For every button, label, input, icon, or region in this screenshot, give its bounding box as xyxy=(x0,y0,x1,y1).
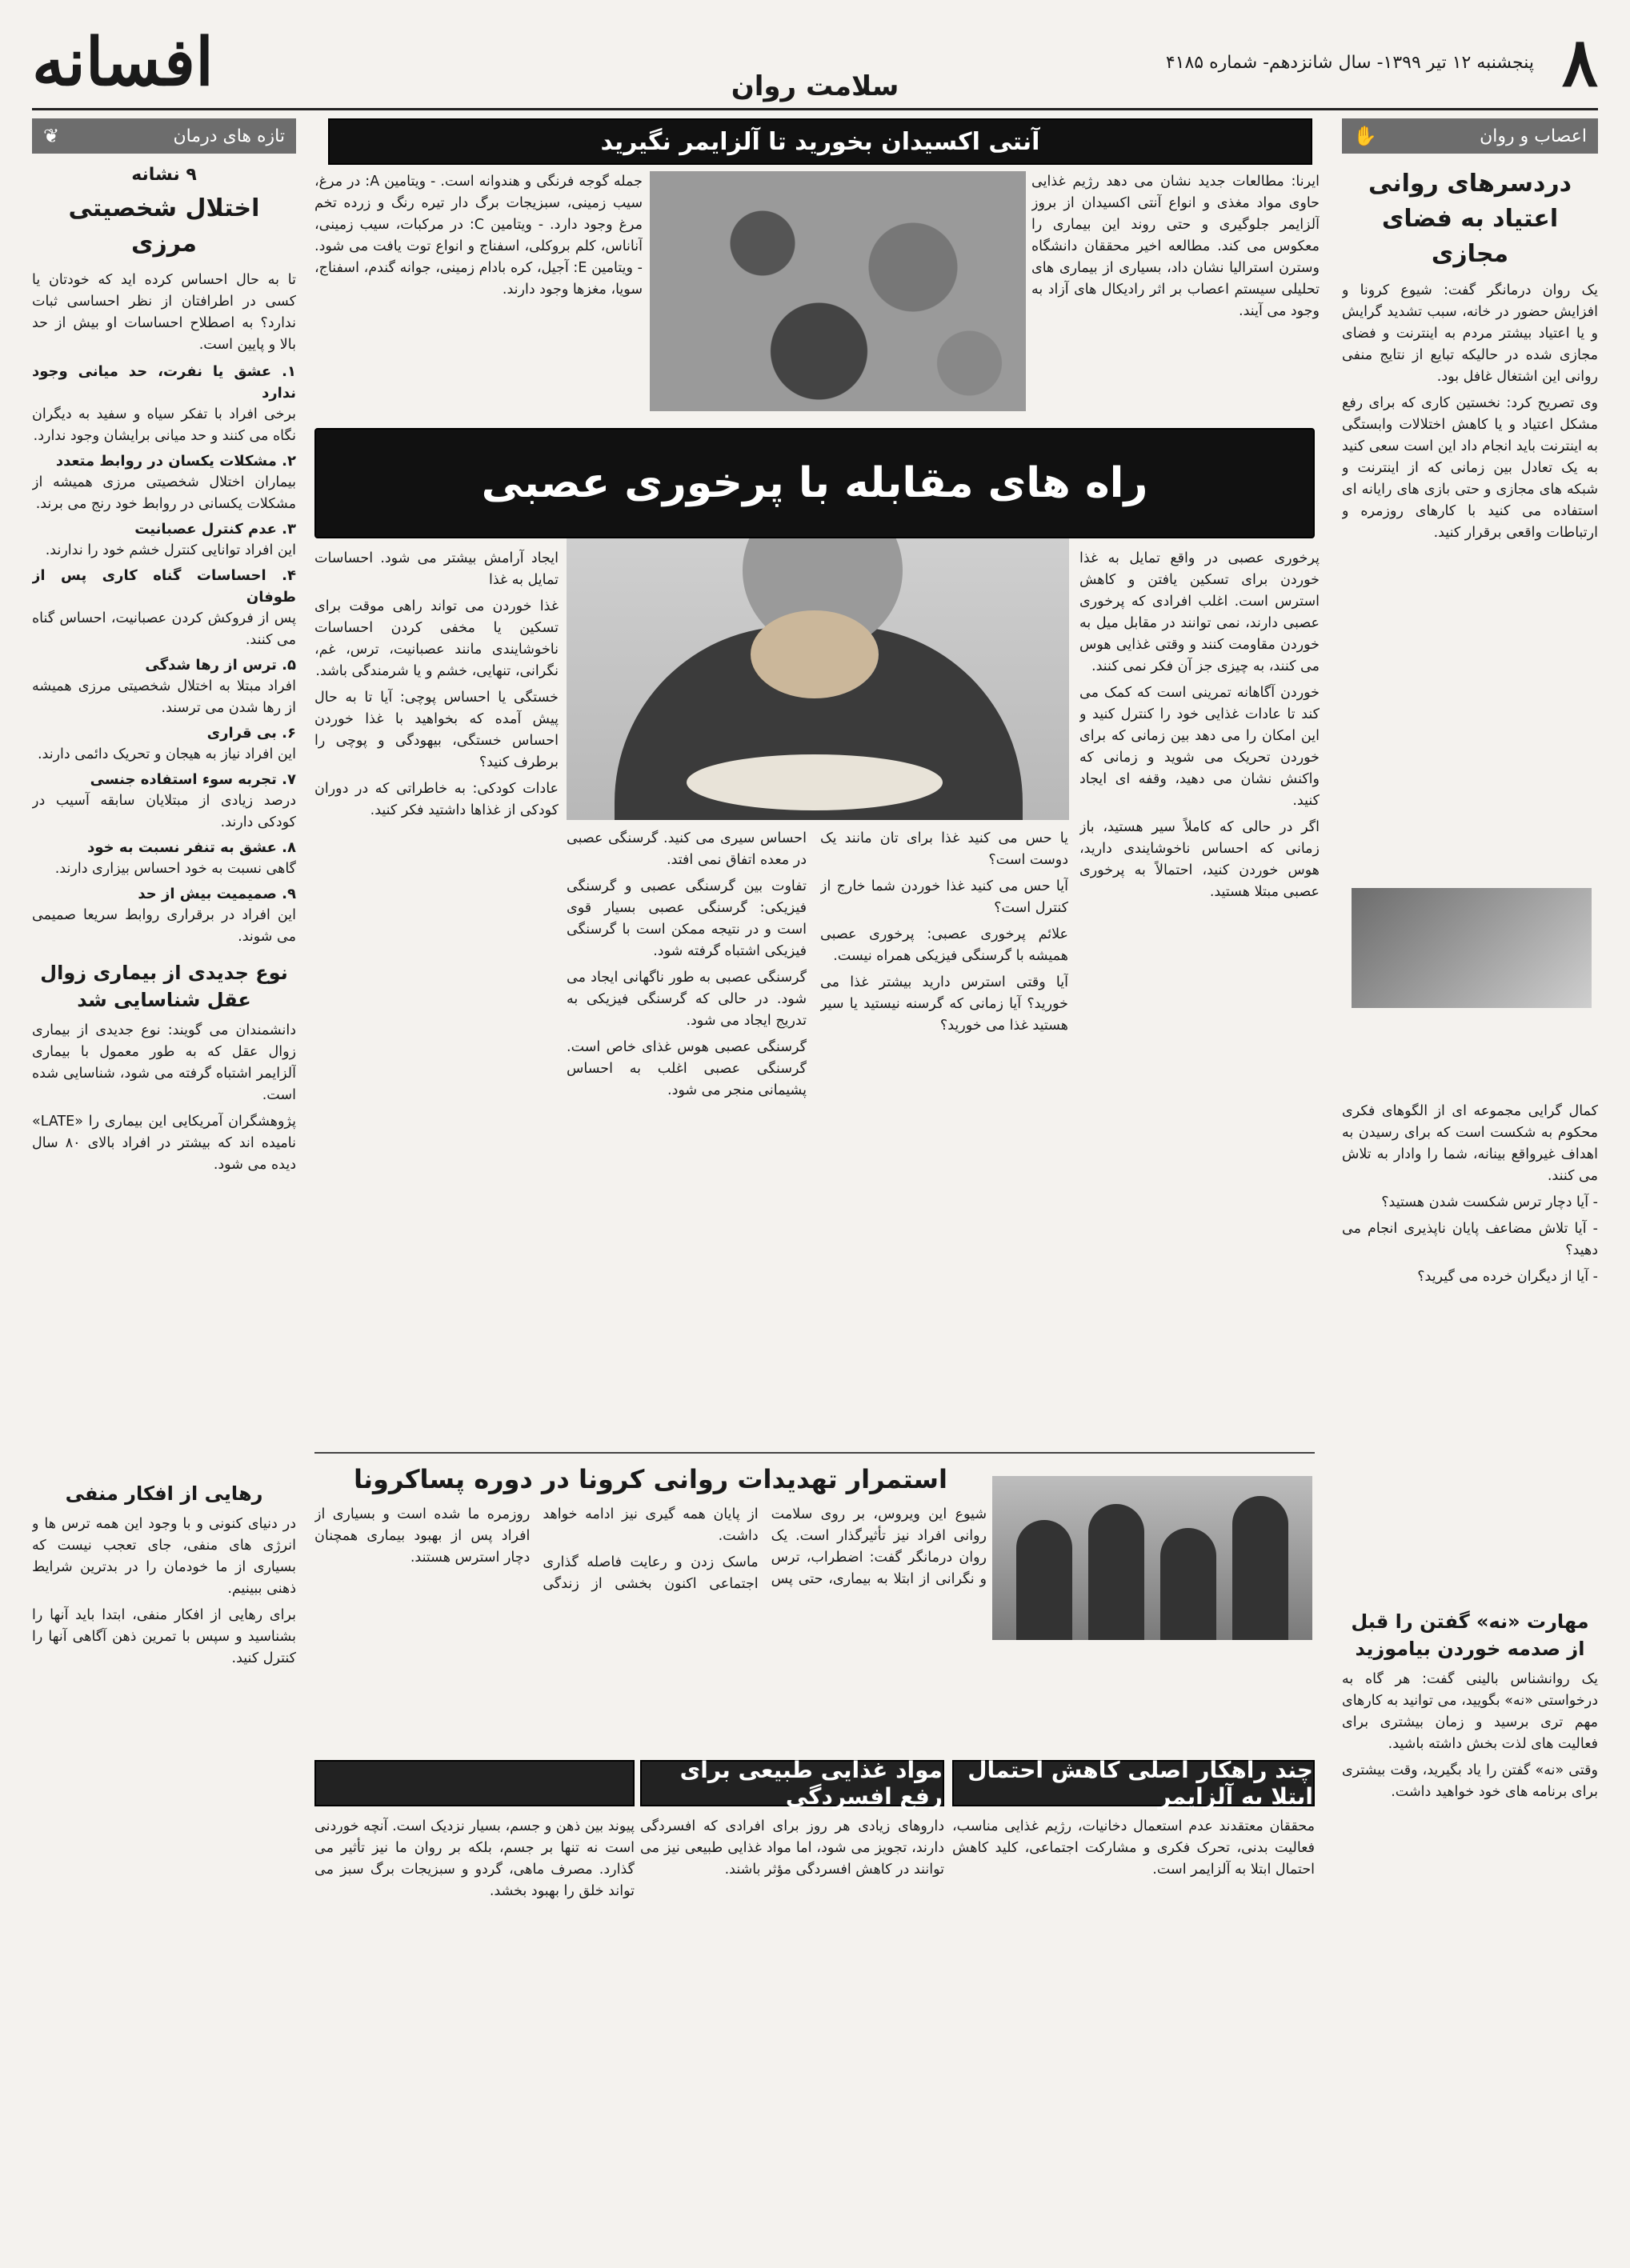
article-title: رهایی از افکار منفی xyxy=(65,1482,263,1505)
masked-people-photo xyxy=(992,1476,1312,1640)
article-paragraph: پرخوری عصبی در واقع تمایل به غذا خوردن برای تسکین یافتن و کاهش استرس است. اغلب افرادی که پرخوری عصبی دارند، نمی توانند در مقابل میل به خوردن مقاومت کنند و وقتی غذایی هوس می کنند، به چیزی جز آن فکر نمی کنند. xyxy=(1079,550,1320,674)
article-paragraph: پژوهشگران آمریکایی این بیماری را «LATE» نامیده اند که بیشتر در افراد بالای ۸۰ سال دیده می شود. xyxy=(32,1114,296,1173)
article-paragraph: ماسک زدن و رعایت فاصله گذاری اجتماعی اکنون بخشی از زندگی روزمره ما شده است و بسیاری از افراد پس از بهبود بیماری همچنان دچار استرس هستند. xyxy=(314,1506,759,1592)
article-title: دردسرهای روانی اعتیاد به فضای مجازی xyxy=(1368,170,1572,268)
article-paragraph: ایجاد آرامش بیشتر می شود. احساسات تمایل به غذا xyxy=(314,550,559,588)
article-paragraph: علائم پرخوری عصبی: پرخوری عصبی همیشه با گرسنگی فیزیکی همراه نیست. xyxy=(820,926,1068,964)
hand-photo xyxy=(1352,888,1592,1008)
man-eating-photo xyxy=(567,538,1069,820)
article-paragraph: شیوع این ویروس، بر روی سلامت روانی افراد نیز تأثیرگذار است. یک روان درمانگر گفت: اضطراب، ترس و نگرانی از ابتلا به بیماری، حتی پس از پایان همه گیری نیز ادامه خواهد داشت. xyxy=(543,1506,987,1587)
article-paragraph: وقتی «نه» گفتن را یاد بگیرید، وقت بیشتری برای برنامه های خود خواهید داشت. xyxy=(1342,1762,1598,1800)
article-title: نوع جدیدی از بیماری زوال عقل شناسایی شد xyxy=(40,962,288,1011)
section-label-left-text: تازه های درمان xyxy=(173,126,285,146)
list-item: ۷. تجربه سوء استفاده جنسی درصد زیادی از مبتلایان سابقه آسیب در کودکی دارند. xyxy=(32,771,296,830)
section-label-left xyxy=(32,118,296,154)
section-title: سلامت روان xyxy=(731,70,899,102)
article-paragraph: یا حس می کنید غذا برای تان مانند یک دوست است؟ xyxy=(820,830,1068,868)
list-item: ۵. ترس از رها شدگی افراد مبتلا به اختلال شخصیتی مرزی همیشه از رها شدن می ترسند. xyxy=(32,657,296,716)
article-title: اختلال شخصیتی مرزی xyxy=(68,194,260,258)
list-item: ۹. صمیمیت بیش از حد این افراد در برقراری روابط سریعا صمیمی می شوند. xyxy=(32,886,296,945)
left-column xyxy=(32,160,296,2216)
date-line: پنجشنبه ۱۲ تیر ۱۳۹۹- سال شانزدهم- شماره ۴۱۸۵ xyxy=(1165,53,1534,73)
article-paragraph: غذا خوردن می تواند راهی موقت برای تسکین یا مخفی کردن احساسات ناخوشایندی مانند عصبانیت، ترس، غم، نگرانی، تنهایی، خشم و یا شرمندگی باشد. xyxy=(314,598,559,679)
article-paragraph: یک روان درمانگر گفت: شیوع کرونا و افزایش حضور در خانه، سبب تشدید گرایش و یا اعتیاد بیشتر مردم به اینترنت و فضای مجازی شده در حالیکه تبایع از نتایج منفی روانی این اشتغال غافل بود. xyxy=(1342,282,1598,385)
article-body: محققان معتقدند عدم استعمال دخانیات، رژیم غذایی مناسب، فعالیت بدنی، تحرک فکری و مشارکت اجتماعی، کلید کاهش احتمال ابتلا به آلزایمر است. xyxy=(952,1818,1315,1878)
article-column xyxy=(820,828,1068,1444)
article-paragraph: خوردن آگاهانه تمرینی است که کمک می کند تا عادات غذایی خود را کنترل کنید و این امکان را می دهد بین زمانی که برای خوردن تحریک می شوید و زمانی که واکنش نشان می دهید، وقفه ای ایجاد کنید. xyxy=(1079,685,1320,809)
headline-alzheimer-tips: چند راهکار اصلی کاهش احتمال ابتلا به آلزایمر xyxy=(952,1760,1315,1806)
article-paragraph: آیا حس می کنید غذا خوردن شما خارج از کنترل است؟ xyxy=(820,878,1068,916)
page-number: ۸ xyxy=(1561,22,1598,102)
article-body: ایرنا: مطالعات جدید نشان می دهد رژیم غذایی حاوی مواد مغذی و انواع آنتی اکسیدان از بروز آلزایمر جلوگیری و حتی روند این بیماری را معکوس می کند. مطالعه اخیر محققان دانشگاه وسترن استرالیا نشان داد، بسیاری از بیماری های تحلیلی سیستم اعصاب بر اثر رادیکال های آزاد به وجود می آیند. xyxy=(1031,174,1320,319)
article-paragraph: گرسنگی عصبی به طور ناگهانی ایجاد می شود. در حالی که گرسنگی فیزیکی به تدریج ایجاد می شود. xyxy=(567,970,807,1029)
list-item: ۳. عدم کنترل عصبانیت این افراد توانایی کنترل خشم خود را ندارند. xyxy=(45,521,296,558)
article-body: جمله گوجه فرنگی و هندوانه است. - ویتامین A: در مرغ، سیب زمینی، سبزیجات برگ دار تیره رنگ و زرده تخم مرغ وجود دارد. - ویتامین C: در مرکبات، سیب زمینی، آناناس، کلم بروکلی، اسفناج و انواع توت یافت می شود. - ویتامین E: آجیل، کره بادام زمینی، جوانه گندم، اسفناج، سویا، مغزها وجود دارند. xyxy=(314,174,643,298)
article-paragraph: آیا وقتی استرس دارید بیشتر غذا می خورید؟ آیا زمانی که گرسنه نیستید یا سیر هستید غذا می خورید؟ xyxy=(820,974,1068,1034)
article-paragraph: تفاوت بین گرسنگی عصبی و گرسنگی فیزیکی: گرسنگی عصبی بسیار قوی است و در نتیجه ممکن است با گرسنگی فیزیکی اشتباه گرفته شود. xyxy=(567,878,807,959)
article-column xyxy=(567,828,807,1444)
section-label-right-text: اعصاب و روان xyxy=(1480,126,1587,146)
list-item: ۲. مشکلات یکسان در روابط متعدد بیماران اختلال شخصیتی مرزی همیشه از مشکلات یکسانی در روابط خود رنج می برند. xyxy=(32,453,296,512)
hand-brain-icon: ✋ xyxy=(1353,125,1377,147)
headline-antioxidant: آنتی اکسیدان بخورید تا آلزایمر نگیرید xyxy=(328,118,1312,165)
article-paragraph: اگر در حالی که کاملاً سیر هستید، باز زمانی که احساس ناخوشایندی دارید، هوس خوردن کنید، احتمالاً به پرخوری عصبی مبتلا هستید. xyxy=(1079,819,1320,900)
article-kicker: ۹ نشانه xyxy=(131,165,197,185)
right-column xyxy=(1342,160,1598,2216)
article-paragraph: احساس سیری می کنید. گرسنگی عصبی در معده اتفاق نمی افتد. xyxy=(567,830,807,868)
divider xyxy=(314,1452,1315,1454)
headline-bar xyxy=(314,1760,635,1806)
article-body xyxy=(314,1504,987,1744)
symptom-list xyxy=(32,361,296,948)
article-paragraph: وی تصریح کرد: نخستین کاری که برای رفع مشکل اعتیاد و یا کاهش اختلالات وابستگی به اینترنت باید انجام داد این است سعی کنید به یک تعادل بین زمانی که از اینترنت و شبکه های مجازی و حتی بازی های رایانه ای استفاده می کنید با کارهای روزمره و ارتباطات واقعی برقرار کنید. xyxy=(1342,395,1598,541)
article-paragraph: کمال گرایی مجموعه ای از الگوهای فکری محکوم به شکست است که برای رسیدن به اهداف غیرواقع بینانه، شما را وادار به تلاش می کنند. xyxy=(1342,1103,1598,1184)
article-column xyxy=(314,548,559,1444)
article-paragraph: تا به حال احساس کرده اید که خودتان یا کسی در اطرافتان از نظر احساسی ثبات ندارد؟ به اصطلاح احساسات او بیش از حد بالا و پایین است. xyxy=(32,272,296,353)
article-paragraph: یک روانشناس بالینی گفت: هر گاه به درخواستی «نه» بگویید، می توانید به کارهای مهم تری برسید و زمان بیشتری برای فعالیت های لذت بخش داشته باشید. xyxy=(1342,1671,1598,1752)
headline-binge-eating: راه های مقابله با پرخوری عصبی xyxy=(314,428,1315,538)
leaf-icon: ❦ xyxy=(43,125,60,147)
list-item: ۱. عشق یا نفرت، حد میانی وجود ندارد برخی افراد با تفکر سیاه و سفید به دیگران نگاه می کنند و حد میانی برایشان وجود ندارد. xyxy=(32,363,296,444)
list-item: ۸. عشق به تنفر نسبت به خود گاهی نسبت به خود احساس بیزاری دارند. xyxy=(54,839,296,877)
article-paragraph: خستگی یا احساس پوچی: آیا تا به حال پیش آمده که بخواهید با غذا خوردن احساس خستگی، بیهودگی و پوچی را برطرف کنید؟ xyxy=(314,690,559,770)
article-paragraph: دانشمندان می گویند: نوع جدیدی از بیماری زوال عقل که به طور معمول با بیماری آلزایمر اشتباه گرفته می شود، شناسایی شده است. xyxy=(32,1022,296,1103)
article-body: داروهای زیادی هر روز برای افرادی که افسردگی دارند، تجویز می شود، اما مواد غذایی طبیعی نیز می توانند در کاهش افسردگی مؤثر باشند. xyxy=(640,1818,944,1878)
article-column xyxy=(1079,548,1320,1444)
list-item: ۴. احساسات گناه کاری پس از طوفان پس از فروکش کردن عصبانیت، احساس گناه می کنند. xyxy=(32,567,296,648)
article-paragraph: گرسنگی عصبی هوس غذای خاص است. گرسنگی عصبی اغلب به احساس پشیمانی منجر می شود. xyxy=(567,1039,807,1098)
article-paragraph: - آیا تلاش مضاعف پایان ناپذیری انجام می دهید؟ xyxy=(1342,1221,1598,1258)
article-paragraph: برای رهایی از افکار منفی، ابتدا باید آنها را بشناسید و سپس با تمرین ذهن آگاهی آنها را کنترل کنید. xyxy=(32,1607,296,1666)
masthead xyxy=(32,22,1598,110)
article-paragraph: - آیا دچار ترس شکست شدن هستید؟ xyxy=(1381,1194,1598,1210)
newspaper-logo: افسانه xyxy=(32,24,214,101)
headline-depression-food: مواد غذایی طبیعی برای رفع افسردگی xyxy=(640,1760,944,1806)
list-item: ۶. بی قراری این افراد نیاز به هیجان و تحریک دائمی دارند. xyxy=(37,725,296,762)
article-paragraph: عادات کودکی: به خاطراتی که در دوران کودکی از غذاها داشتید فکر کنید. xyxy=(314,781,559,818)
section-label-right xyxy=(1342,118,1598,154)
article-body: پیوند بین ذهن و جسم، بسیار نزدیک است. آنچه خوردنی است نه تنها بر جسم، بلکه بر روان ما نیز تأثیر می گذارد. مصرف ماهی، گردو و سبزیجات برگ سبز می تواند خلق را بهبود بخشد. xyxy=(314,1818,635,1899)
article-title: مهارت «نه» گفتن را قبل از صدمه خوردن بیاموزید xyxy=(1351,1610,1589,1660)
vegetables-photo xyxy=(650,171,1026,411)
article-paragraph: - آیا از دیگران خرده می گیرید؟ xyxy=(1417,1269,1598,1285)
article-paragraph: در دنیای کنونی و با وجود این همه ترس ها و انرژی های منفی، جای تعجب نیست که بسیاری از ما خودمان را در بدترین شرایط ذهنی ببینیم. xyxy=(32,1516,296,1597)
headline-corona: استمرار تهدیدات روانی کرونا در دوره پساکرونا xyxy=(354,1464,947,1494)
